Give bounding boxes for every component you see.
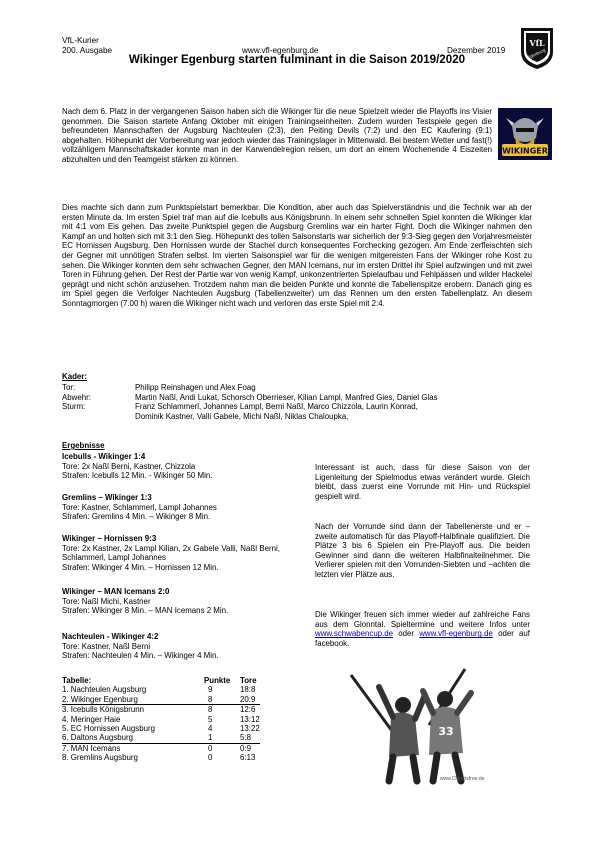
table-row <box>62 705 260 715</box>
article-title: Wikinger Egenburg starten fulminant in die Saison 2019/2020 <box>128 53 466 66</box>
game-penalties: Strafen: Gremlins 4 Min. – Wikinger 8 Min. <box>62 512 211 522</box>
table-team: 1. Nachteulen Augsburg <box>62 685 147 695</box>
facebook-text: oder auf facebook. <box>315 629 530 648</box>
league-table <box>62 676 260 763</box>
game-title: Wikinger – MAN Icemans 2:0 <box>62 587 170 596</box>
or-text: oder <box>398 629 415 639</box>
game-title: Wikinger – Hornissen 9:3 <box>62 534 157 543</box>
season-start-paragraph: Dies machte sich dann zum Punktspielstart bemerkbar. Die Kondition, aber auch das Spielverständnis und die Technik war ab der ersten Minute da. Im ersten Spiel traf man auf die Icebulls aus Königsbrunn. In einem sehr schnellen Spiel konnten die Wikinger klar mit 4:1 vom Eis gehen. Das zweite Punktspiel gegen die Augsburg Gremlins war ein harter Fight. Doch die Wikinger nahmen den Kampf an und holten sich mit 3:1 den Sieg. Höhepunkt des tollen Saisonstarts war sicherlich der 9:3-Sieg gegen den Vorjahresmeister EC Hornissen Augsburg. Den Hornissen wurde der Stachel durch konsequentes Forchecking gezogen. Am Ende zerfleischten sich der Gegner mit unnötigen Strafen selbst. Im vierten Saisonspiel war für die wenigen mitgereisten Fans der Wikinger rohe Kost zu sehen. Die Wikinger konnten dem sehr schwachen Gegner, den MAN Icemans, nur im ersten Drittel ihr Spiel aufzwingen und mit zwei Toren in Führung gehen. Der Rest der Partie war von wenig Kampf, unkonzentrierten Spielaufbau und Fehlpässen und wilder Hackelei geprägt und nicht schön anzusehen. Trotzdem nahm man die beiden Punkte und konnte die Tabellenspitze erobern. Danach ging es im Spiel gegen die Verfolger Nachteulen Augsburg (Tabellenzweiter) um das Rennen um den ersten Tabellenplatz. An diesem Sonntagmorgen (7.00 h) waren die Wikinger nicht wach und verloren das erste Spiel mit 2:4. <box>62 203 532 308</box>
table-punkte: 9 <box>208 685 213 695</box>
svg-text:VfL: VfL <box>529 38 545 48</box>
game-goals: Tore: 2x Kastner, 2x Lampl Kilian, 2x Gabele Valli, Naßl Berni, Schlammerl, Lampl Johannes <box>62 543 280 563</box>
table-tore: 5:8 <box>240 733 251 743</box>
kader-row-tor <box>62 383 542 393</box>
game-goals: Tore: Kastner, Schlammerl, Lampl Johannes <box>62 502 217 512</box>
game-penalties: Strafen: Wikinger 8 Min. – MAN Icemans 2 Min. <box>62 606 229 616</box>
table-punkte: 4 <box>208 724 213 734</box>
game-goals: Tore: Kastner, Naßl Berni <box>62 641 151 651</box>
kader-row-sturm-cont <box>62 412 542 422</box>
ergebnisse-heading: Ergebnisse <box>62 441 105 450</box>
game-title: Gremlins – Wikinger 1:3 <box>62 493 152 502</box>
game-title: Icebulls - Wikinger 1:4 <box>62 452 146 461</box>
table-row <box>62 715 260 724</box>
kader-value: Franz Schlammerl, Johannes Lampl, Berni Naßl, Marco Chizzola, Laurin Konrad, <box>135 402 418 412</box>
kader-heading: Kader: <box>62 372 87 381</box>
kader-row-abwehr <box>62 393 542 403</box>
header-date: Dezember 2019 <box>447 46 506 55</box>
image-credit: www.Clipartsfree.de <box>440 776 485 782</box>
game-penalties: Strafen: Nachteulen 4 Min. – Wikinger 4 Min. <box>62 651 219 661</box>
paper-name: VfL-Kurier <box>62 36 99 45</box>
kader-value: Dominik Kastner, Valli Gabele, Michi Naßl, Niklas Chaloupka, <box>135 411 349 421</box>
game-goals: Tore: Naßl Michi, Kastner <box>62 596 151 606</box>
table-team: 7. MAN Icemans <box>62 743 204 753</box>
table-heading: Tabelle: <box>62 676 92 685</box>
table-punkte: 5 <box>208 714 213 724</box>
game-result <box>62 493 280 522</box>
table-team: 2. Wikinger Egenburg <box>62 694 138 704</box>
svg-text:33: 33 <box>438 725 454 738</box>
table-team: 6. Daltons Augsburg <box>62 733 134 743</box>
game-result <box>62 452 280 481</box>
kader-label: Sturm: <box>62 402 86 412</box>
svg-text:Egenburg: Egenburg <box>526 47 547 60</box>
table-team: 5. EC Hornissen Augsburg <box>62 724 155 734</box>
kader-label: Abwehr: <box>62 392 91 402</box>
table-row <box>62 695 260 705</box>
right-paragraph-playoffs: Nach der Vorrunde sind dann der Tabellenerste und er –zweite automatisch für das Playoff-Halbfinale qualifiziert. Die Plätze 3 bis 6 Spielen ein Pre-Playoff aus. Die beiden Gewinner sind dann die weiteren Halbfinalteilnehmer. Die Verlierer spielen mit den Vorrunden-Siebten und –achten die letzten vier Plätze aus. <box>315 522 530 579</box>
table-tore: 18:8 <box>240 685 256 695</box>
table-tore: 20:9 <box>240 694 256 704</box>
kader-label: Tor: <box>62 383 76 392</box>
hockey-players-image <box>345 665 490 785</box>
game-penalties: Strafen: Icebulls 12 Min. - Wikinger 50 Min. <box>62 471 213 481</box>
table-punkte: 1 <box>208 733 213 743</box>
table-tore: 6:13 <box>240 753 256 763</box>
table-punkte: 0 <box>208 753 213 763</box>
right-paragraph-fans <box>315 610 530 648</box>
header-url: www.vfl-egenburg.de <box>242 46 319 55</box>
table-tore: 0:9 <box>240 743 260 753</box>
table-punkte: 0 <box>204 743 240 753</box>
col-punkte: Punkte <box>204 676 231 685</box>
game-result <box>62 632 280 661</box>
game-result <box>62 587 280 616</box>
intro-paragraph: Nach dem 6. Platz in der vergangenen Saison haben sich die Wikinger für die neue Spielzeit wieder die Playoffs ins Visier genommen. Die Saison startete Anfang Oktober mit einigen Trainingseinheiten. Zudem wurden Testspiele gegen die befreundeten Mannschaften der Augsburg Nachteulen (2:3), den Peiting Devils (7:2) und den EC Kaufering (9:1) abgehalten. Höhepunkt der Vorbereitung war jedoch wieder das Trainingslager in Mittenwald. Bei bestem Wetter und fast(!) vollzähligem Mannschaftskader konnte man in der Karwendelregion reisen, um dort an einem Wochenende 4 Eiszeiten abzuhalten und den Teamgeist stärken zu können. <box>62 107 492 164</box>
game-goals: Tore: 2x Naßl Berni, Kastner, Chizzola <box>62 461 196 471</box>
game-penalties: Strafen: Wikinger 4 Min. – Hornissen 12 Min. <box>62 562 219 572</box>
table-row <box>62 733 260 743</box>
kader-value: Philipp Reinshagen und Alex Foag <box>135 383 256 392</box>
game-result <box>62 534 280 572</box>
kader-list <box>62 383 542 425</box>
table-row <box>62 753 260 762</box>
wikinger-logo <box>498 108 552 160</box>
table-header <box>62 676 260 685</box>
table-tore: 13:12 <box>240 714 260 724</box>
game-title: Nachteulen - Wikinger 4:2 <box>62 632 159 641</box>
table-team: 3. Icebulls Königsbrunn <box>62 705 204 715</box>
wikinger-logo-text: WIKINGER <box>502 146 548 156</box>
right-paragraph-modus: Interessant ist auch, dass für diese Saison von der Ligenleitung der Spielmodus etwas verändert wurde. Gleich bleibt, dass zuerst eine Vorrunde mit Hin- und Rückspiel gespielt wird. <box>315 463 530 501</box>
table-tore: 12:6 <box>240 705 260 715</box>
table-punkte: 8 <box>208 694 213 704</box>
kader-value: Martin Naßl, Andi Lukat, Schorsch Oberrieser, Kilian Lampl, Manfred Gies, Daniel Glas <box>135 392 438 402</box>
issue-number: 200. Ausgabe <box>62 46 113 55</box>
col-tore: Tore <box>240 676 257 685</box>
fans-text: Die Wikinger freuen sich immer wieder auf zahlreiche Fans aus dem Glonntal. Spieltermine und weitere Infos unter <box>315 610 530 629</box>
table-row <box>62 743 260 753</box>
vfl-website-link[interactable]: www.vfl-egenburg.de <box>419 629 493 639</box>
kader-row-sturm <box>62 402 542 412</box>
table-tore: 13:22 <box>240 724 260 734</box>
table-row <box>62 685 260 694</box>
table-row <box>62 724 260 733</box>
table-team: 8. Gremlins Augsburg <box>62 753 138 763</box>
table-team: 4. Meringer Haie <box>62 714 121 724</box>
table-punkte: 8 <box>204 705 240 715</box>
schwabencup-link[interactable]: www.schwabencup.de <box>315 629 394 639</box>
